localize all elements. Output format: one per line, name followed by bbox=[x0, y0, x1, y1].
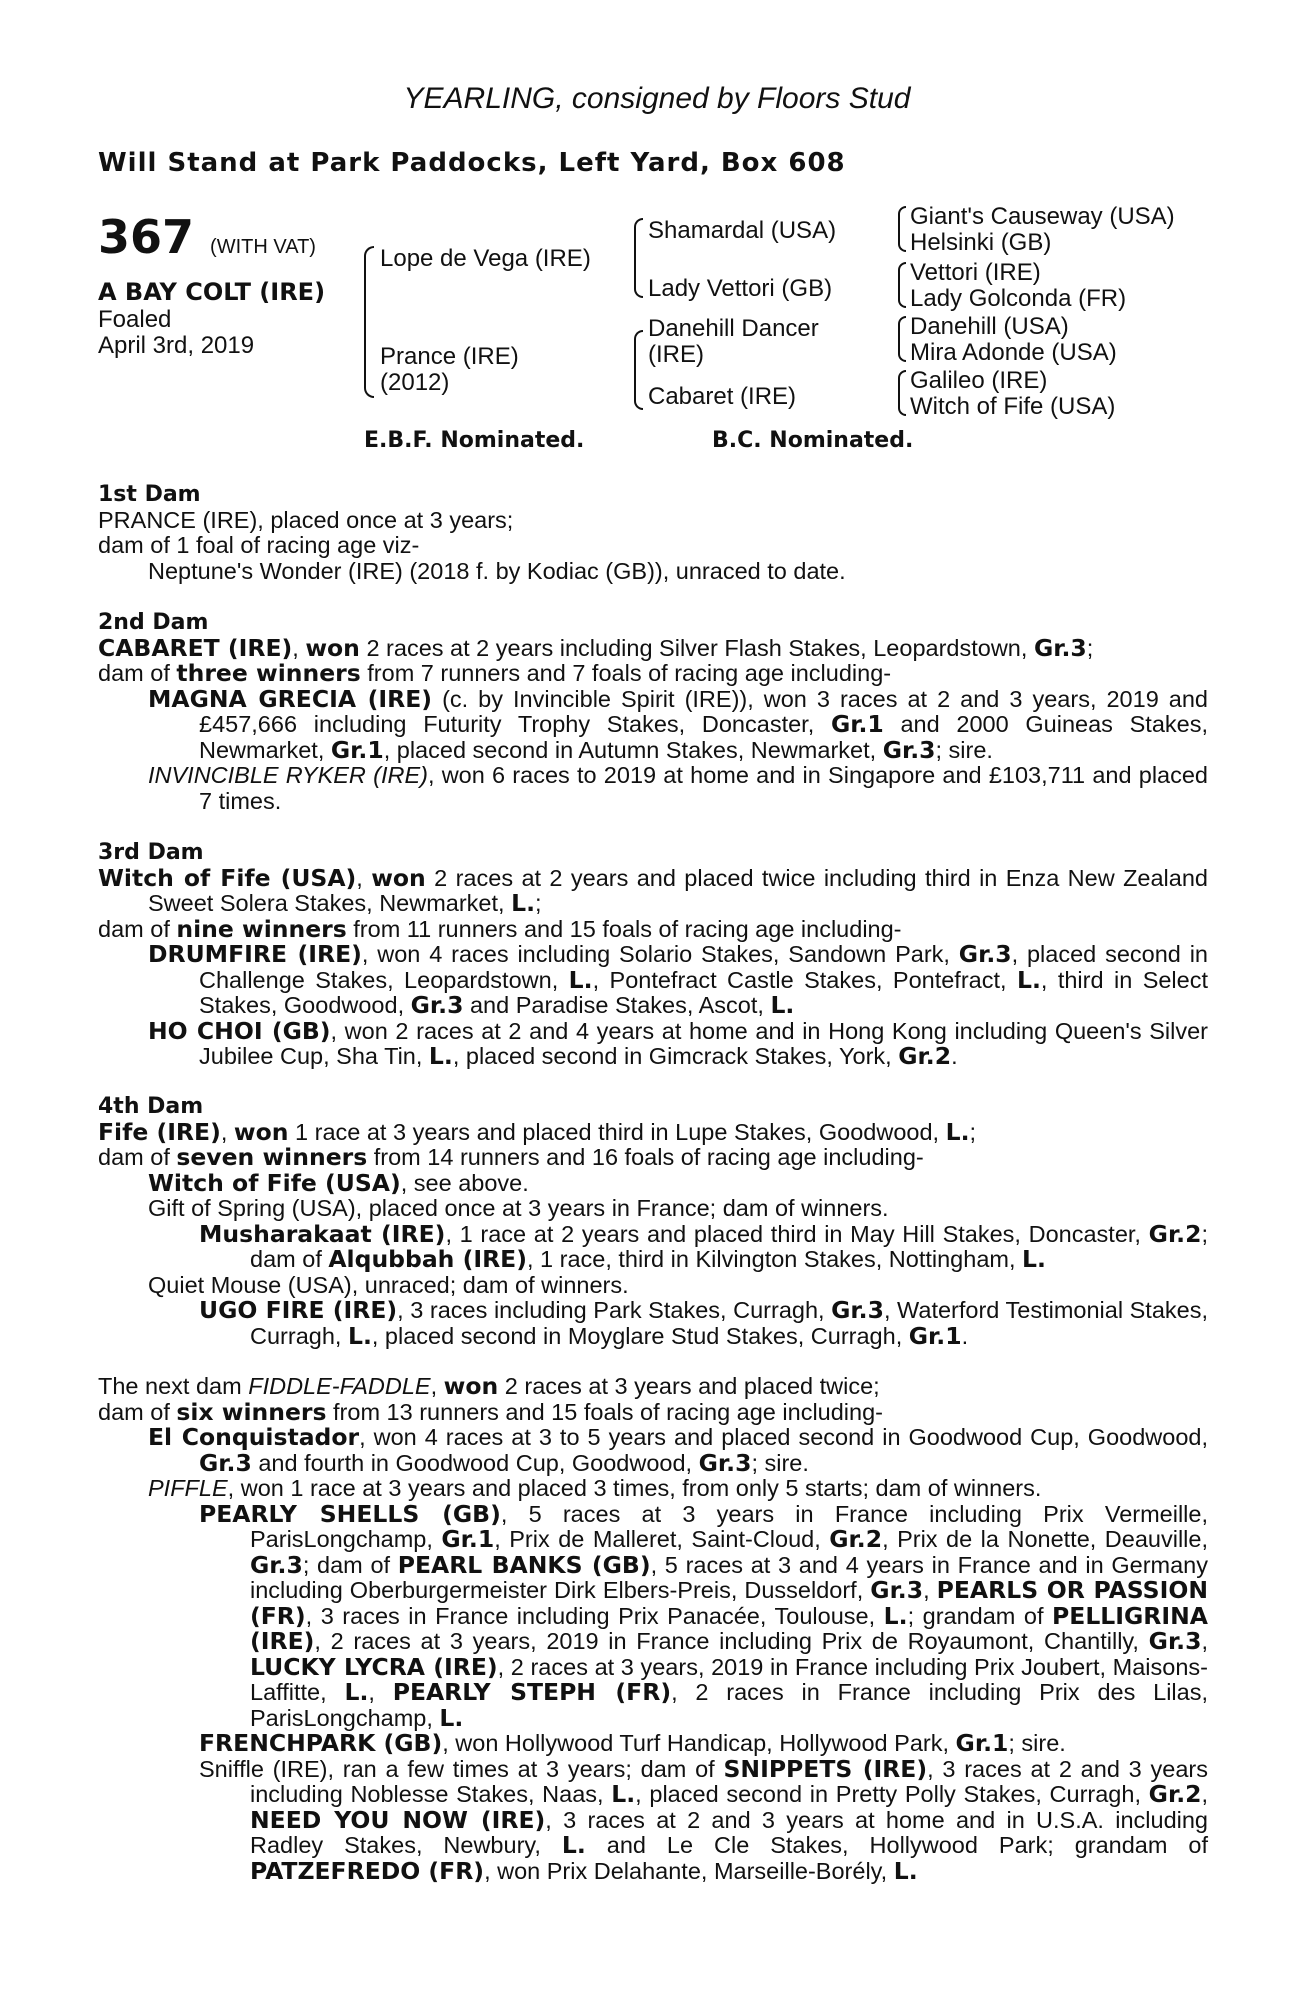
next-dam-record: The next dam FIDDLE-FADDLE, won 2 races at 3 years and placed twice; bbox=[98, 1372, 880, 1400]
pedigree-brace-gen3-3 bbox=[898, 316, 906, 362]
ebf-nomination: E.B.F. Nominated. bbox=[364, 428, 585, 453]
produce-entry: DRUMFIRE (IRE), won 4 races including Solario Stakes, Sandown Park, Gr.3, placed second in Challenge Stakes, Leopardstown, L., Pontefract Castle Stakes, Pontefract, L., third in Select Stakes, Goodwood, Gr.3 and Paradise Stakes, Ascot, L. bbox=[148, 940, 1209, 1019]
sire-sire: Shamardal (USA) bbox=[648, 217, 837, 244]
sire-sire-dam: Helsinki (GB) bbox=[910, 229, 1052, 256]
produce-entry: FRENCHPARK (GB), won Hollywood Turf Handicap, Hollywood Park, Gr.1; sire. bbox=[199, 1729, 1066, 1757]
first-dam-heading: 1st Dam bbox=[98, 482, 201, 507]
pedigree-brace-gen3-2 bbox=[898, 262, 906, 308]
lot-number-value: 367 bbox=[98, 210, 195, 264]
first-dam-line: dam of 1 foal of racing age viz- bbox=[98, 532, 420, 558]
dam-sire: Danehill Dancer bbox=[648, 315, 819, 342]
dam: Prance (IRE) bbox=[380, 343, 519, 370]
third-dam-heading: 3rd Dam bbox=[98, 840, 204, 865]
sire-dam-sire: Vettori (IRE) bbox=[910, 259, 1041, 286]
dam-sire-suffix: (IRE) bbox=[648, 341, 704, 368]
bc-nomination: B.C. Nominated. bbox=[712, 428, 914, 453]
fourth-dam-section bbox=[98, 1094, 1208, 1349]
pedigree-brace-gen2-sire bbox=[634, 218, 643, 298]
horse-name: A BAY COLT (IRE) bbox=[98, 278, 326, 306]
produce-entry: PEARLY SHELLS (GB), 5 races at 3 years in France including Prix Vermeille, ParisLongchamp, Gr.1, Prix de Malleret, Saint-Cloud, Gr.2, Prix de la Nonette, Deauville, Gr.3; dam of PEARL BANKS (GB), 5 races at 3 and 4 years in France and in Germany including Oberburgermeister Dirk Elbers-Preis, Dusseldorf, Gr.3, PEARLS OR PASSION (FR), 3 races in France including Prix Panacée, Toulouse, L.; grandam of PELLIGRINA (IRE), 2 races at 3 years, 2019 in France including Prix de Royaumont, Chantilly, Gr.3, LUCKY LYCRA (IRE), 2 races at 3 years, 2019 in France including Prix Joubert, Maisons-Laffitte, L., PEARLY STEPH (FR), 2 races in France including Prix des Lilas, ParisLongchamp, L. bbox=[199, 1499, 1209, 1732]
produce-entry: Sniffle (IRE), ran a few times at 3 years; dam of SNIPPETS (IRE), 3 races at 2 and 3 years including Noblesse Stakes, Naas, L., placed second in Pretty Polly Stakes, Curragh, Gr.2, NEED YOU NOW (IRE), 3 races at 2 and 3 years at home and in U.S.A. including Radley Stakes, Newbury, L. and Le Cle Stakes, Hollywood Park; grandam of PATZEFREDO (FR), won Prix Delahante, Marseille-Borély, L. bbox=[199, 1754, 1209, 1885]
produce-entry: INVINCIBLE RYKER (IRE), won 6 races to 2019 at home and in Singapore and £103,711 and placed 7 times. bbox=[148, 762, 1208, 814]
lot-number bbox=[98, 210, 316, 264]
second-dam-section bbox=[98, 610, 1208, 814]
next-dam-section bbox=[98, 1374, 1208, 1884]
second-dam-produce-summary: dam of three winners from 7 runners and 7 foals of racing age including- bbox=[98, 659, 892, 687]
dam-sire-sire: Danehill (USA) bbox=[910, 313, 1069, 340]
vat-note: (WITH VAT) bbox=[210, 236, 316, 258]
produce-entry: Musharakaat (IRE), 1 race at 2 years and placed third in May Hill Stakes, Doncaster, Gr.2; dam of Alqubbah (IRE), 1 race, third in Kilvington Stakes, Nottingham, L. bbox=[199, 1219, 1208, 1273]
produce-entry: HO CHOI (GB), won 2 races at 2 and 4 years at home and in Hong Kong including Queen's Silver Jubilee Cup, Sha Tin, L., placed second in Gimcrack Stakes, York, Gr.2. bbox=[148, 1016, 1209, 1070]
second-dam-heading: 2nd Dam bbox=[98, 610, 209, 635]
produce-entry: El Conquistador, won 4 races at 3 to 5 years and placed second in Goodwood Cup, Goodwood, Gr.3 and fourth in Goodwood Cup, Goodwood, Gr.3; sire. bbox=[148, 1423, 1208, 1477]
sire-dam: Lady Vettori (GB) bbox=[648, 275, 833, 302]
dam-year: (2012) bbox=[380, 369, 450, 396]
dam-dam-dam: Witch of Fife (USA) bbox=[910, 393, 1116, 420]
third-dam-produce-summary: dam of nine winners from 11 runners and 15 foals of racing age including- bbox=[98, 914, 902, 943]
produce-entry: UGO FIRE (IRE), 3 races including Park Stakes, Curragh, Gr.3, Waterford Testimonial Stakes, Curragh, L., placed second in Moyglare Stud Stakes, Curragh, Gr.1. bbox=[199, 1296, 1209, 1350]
page-title: YEARLING, consigned by Floors Stud bbox=[403, 82, 911, 115]
pedigree-brace-gen1 bbox=[364, 246, 374, 398]
third-dam-record: Witch of Fife (USA), won 2 races at 2 years and placed twice including third in Enza New Zealand Sweet Solera Stakes, Newmarket, L.; bbox=[98, 863, 1208, 917]
produce-entry: MAGNA GRECIA (IRE) (c. by Invincible Spirit (IRE)), won 3 races at 2 and 3 years, 2019 and £457,666 including Futurity Trophy Stakes, Doncaster, Gr.1 and 2000 Guineas Stakes, Newmarket, Gr.1, placed second in Autumn Stakes, Newmarket, Gr.3; sire. bbox=[148, 684, 1208, 764]
third-dam-section bbox=[98, 840, 1208, 1070]
first-dam-line: PRANCE (IRE), placed once at 3 years; bbox=[98, 506, 514, 533]
sire-dam-dam: Lady Golconda (FR) bbox=[910, 285, 1127, 312]
produce-entry: PIFFLE, won 1 race at 3 years and placed 3 times, from only 5 starts; dam of winners. bbox=[148, 1475, 1042, 1501]
dam-dam: Cabaret (IRE) bbox=[648, 383, 797, 410]
next-dam-produce-summary: dam of six winners from 13 runners and 15 foals of racing age including- bbox=[98, 1397, 883, 1426]
fourth-dam-record: Fife (IRE), won 1 race at 3 years and placed third in Lupe Stakes, Goodwood, L.; bbox=[98, 1117, 977, 1146]
pedigree-brace-gen3-4 bbox=[898, 370, 906, 416]
produce-entry: Gift of Spring (USA), placed once at 3 years in France; dam of winners. bbox=[148, 1195, 889, 1221]
produce-entry: Quiet Mouse (USA), unraced; dam of winners. bbox=[148, 1271, 629, 1298]
sire-sire-sire: Giant's Causeway (USA) bbox=[910, 203, 1175, 230]
dam-sire-dam: Mira Adonde (USA) bbox=[910, 339, 1117, 366]
pedigree-brace-gen3-1 bbox=[898, 206, 906, 252]
fourth-dam-produce-summary: dam of seven winners from 14 runners and 16 foals of racing age including- bbox=[98, 1143, 924, 1171]
pedigree-brace-gen2-dam bbox=[634, 330, 643, 410]
foaled-label: Foaled bbox=[98, 306, 172, 333]
stand-location: Will Stand at Park Paddocks, Left Yard, Box 608 bbox=[98, 148, 846, 178]
first-dam-produce: Neptune's Wonder (IRE) (2018 f. by Kodiac (GB)), unraced to date. bbox=[148, 557, 846, 584]
second-dam-record: CABARET (IRE), won 2 races at 2 years including Silver Flash Stakes, Leopardstown, Gr.3; bbox=[98, 633, 1094, 662]
produce-entry: Witch of Fife (USA), see above. bbox=[148, 1168, 529, 1197]
first-dam-section bbox=[98, 482, 1208, 584]
dam-dam-sire: Galileo (IRE) bbox=[910, 367, 1048, 394]
sire: Lope de Vega (IRE) bbox=[380, 245, 591, 272]
foaled-date: April 3rd, 2019 bbox=[98, 332, 255, 359]
fourth-dam-heading: 4th Dam bbox=[98, 1094, 204, 1119]
